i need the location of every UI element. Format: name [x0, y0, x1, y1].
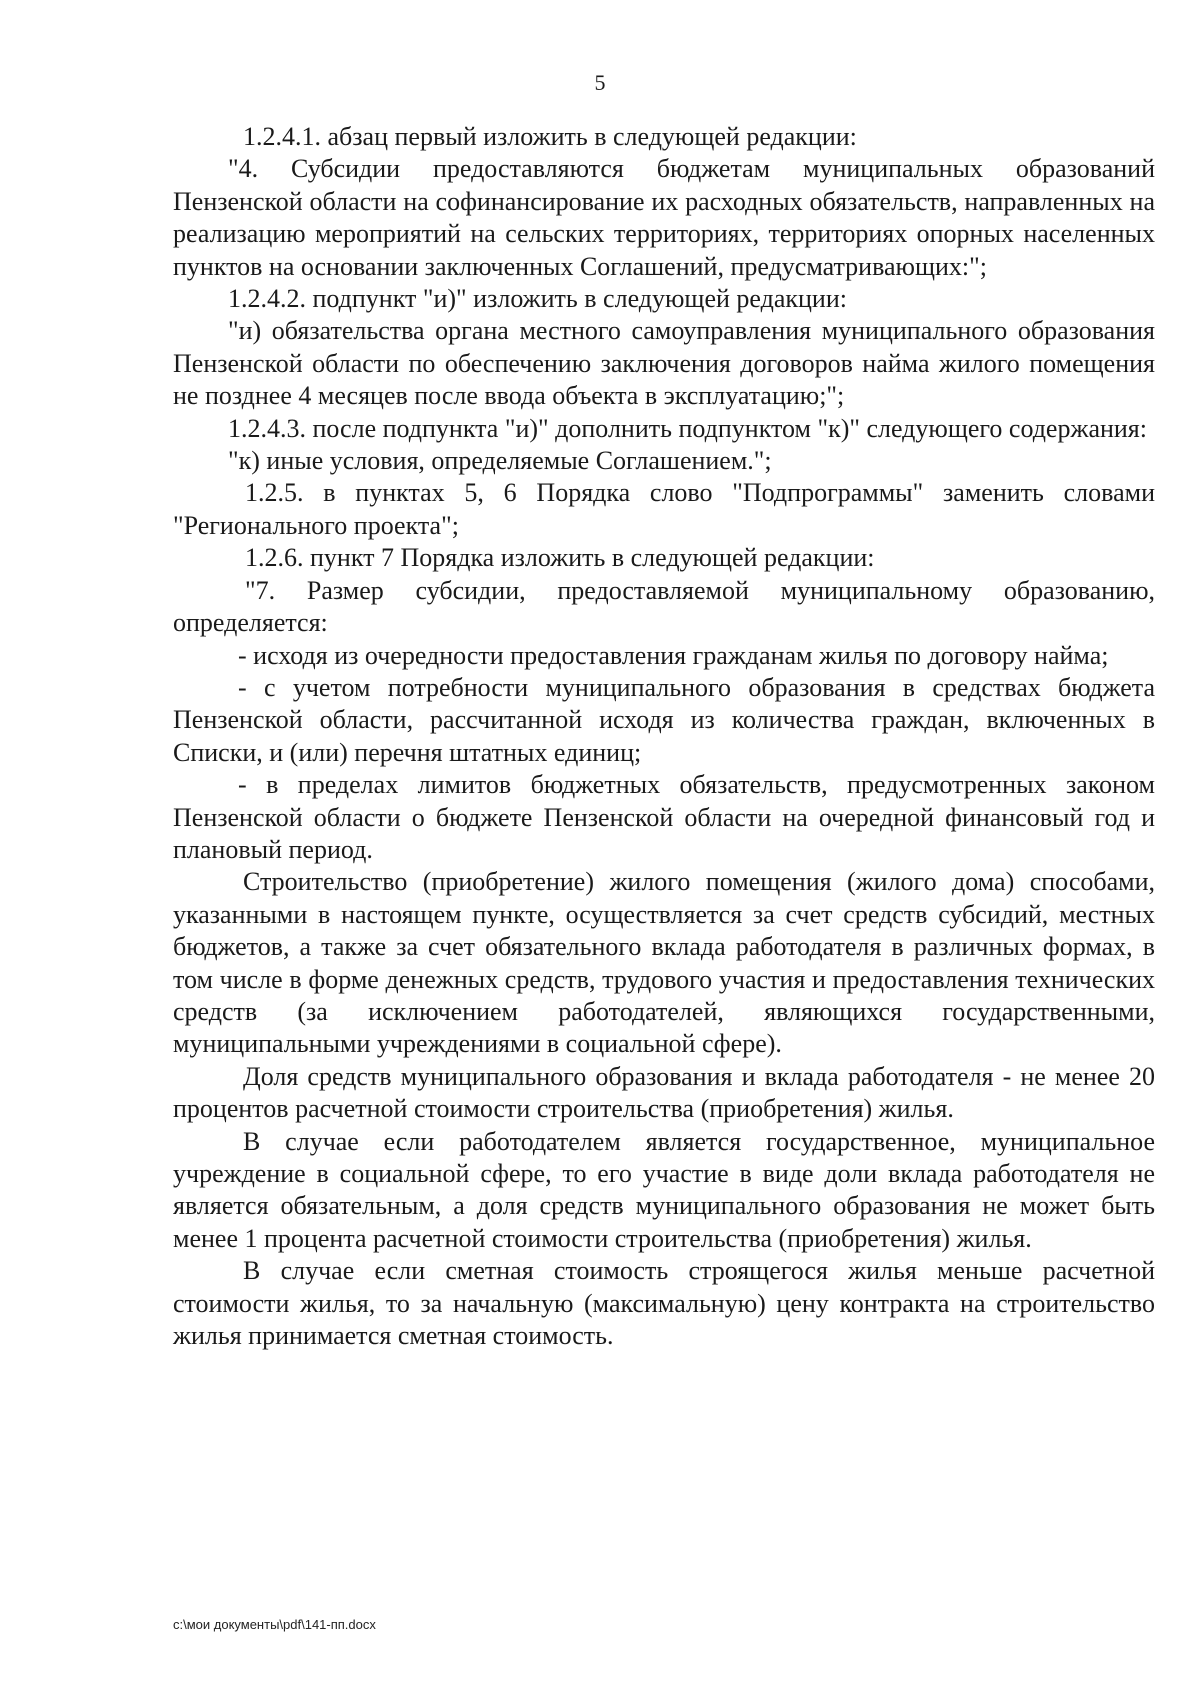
paragraph: 1.2.4.2. подпункт "и)" изложить в следующей редакции:	[228, 284, 847, 314]
paragraph: "к) иные условия, определяемые Соглашением.";	[228, 446, 772, 476]
paragraph: "7. Размер субсидии, предоставляемой муниципальному образованию, определяется:	[173, 575, 1155, 638]
paragraph: "4. Субсидии предоставляются бюджетам муниципальных образований Пензенской области на софинансирование их расходных обязательств, направленных на реализацию мероприятий на сельских территориях, территориях опорных населенных пунктов на основании заключенных Соглашений, предусматривающих:";	[173, 154, 1155, 281]
list-item: - в пределах лимитов бюджетных обязательств, предусмотренных законом Пензенской области о бюджете Пензенской области на очередной финансовый год и плановый период.	[173, 770, 1155, 864]
paragraph: В случае если сметная стоимость строящегося жилья меньше расчетной стоимости жилья, то за начальную (максимальную) цену контракта на строительство жилья принимается сметная стоимость.	[173, 1256, 1155, 1351]
paragraph: 1.2.6. пункт 7 Порядка изложить в следующей редакции:	[245, 543, 875, 573]
paragraph: 1.2.4.3. после подпункта "и)" дополнить подпунктом "к)" следующего содержания:	[228, 413, 1147, 443]
paragraph: 1.2.5. в пунктах 5, 6 Порядка слово "Подпрограммы" заменить словами "Регионального проекта";	[173, 478, 1155, 540]
page-number: 5	[594, 70, 606, 95]
paragraph: Доля средств муниципального образования и вклада работодателя - не менее 20 процентов расчетной стоимости строительства (приобретения) жилья.	[173, 1061, 1155, 1124]
paragraph: 1.2.4.1. абзац первый изложить в следующей редакции:	[243, 122, 857, 151]
paragraph: Строительство (приобретение) жилого помещения (жилого дома) способами, указанными в настоящем пункте, осуществляется за счет средств субсидий, местных бюджетов, а также за счет обязательного вклада работодателя в различных формах, в том числе в форме денежных средств, трудового участия и предоставления технических средств (за исключением работодателей, являющихся государственными, муниципальными учреждениями в социальной сфере).	[173, 867, 1155, 1059]
list-item: - исходя из очередности предоставления гражданам жилья по договору найма;	[238, 640, 1109, 670]
document-body	[173, 121, 1155, 1352]
list-item: - с учетом потребности муниципального образования в средствах бюджета Пензенской области, рассчитанной исходя из количества граждан, включенных в Списки, и (или) перечня штатных единиц;	[173, 672, 1155, 767]
paragraph: В случае если работодателем является государственное, муниципальное учреждение в социальной сфере, то его участие в виде доли вклада работодателя не является обязательным, а доля средств муниципального образования не может быть менее 1 процента расчетной стоимости строительства (приобретения) жилья.	[173, 1126, 1155, 1253]
footer-file-path: c:\мои документы\pdf\141-пп.docx	[173, 1617, 376, 1632]
paragraph: "и) обязательства органа местного самоуправления муниципального образования Пензенской области по обеспечению заключения договоров найма жилого помещения не позднее 4 месяцев после ввода объекта в эксплуатацию;";	[173, 316, 1155, 411]
